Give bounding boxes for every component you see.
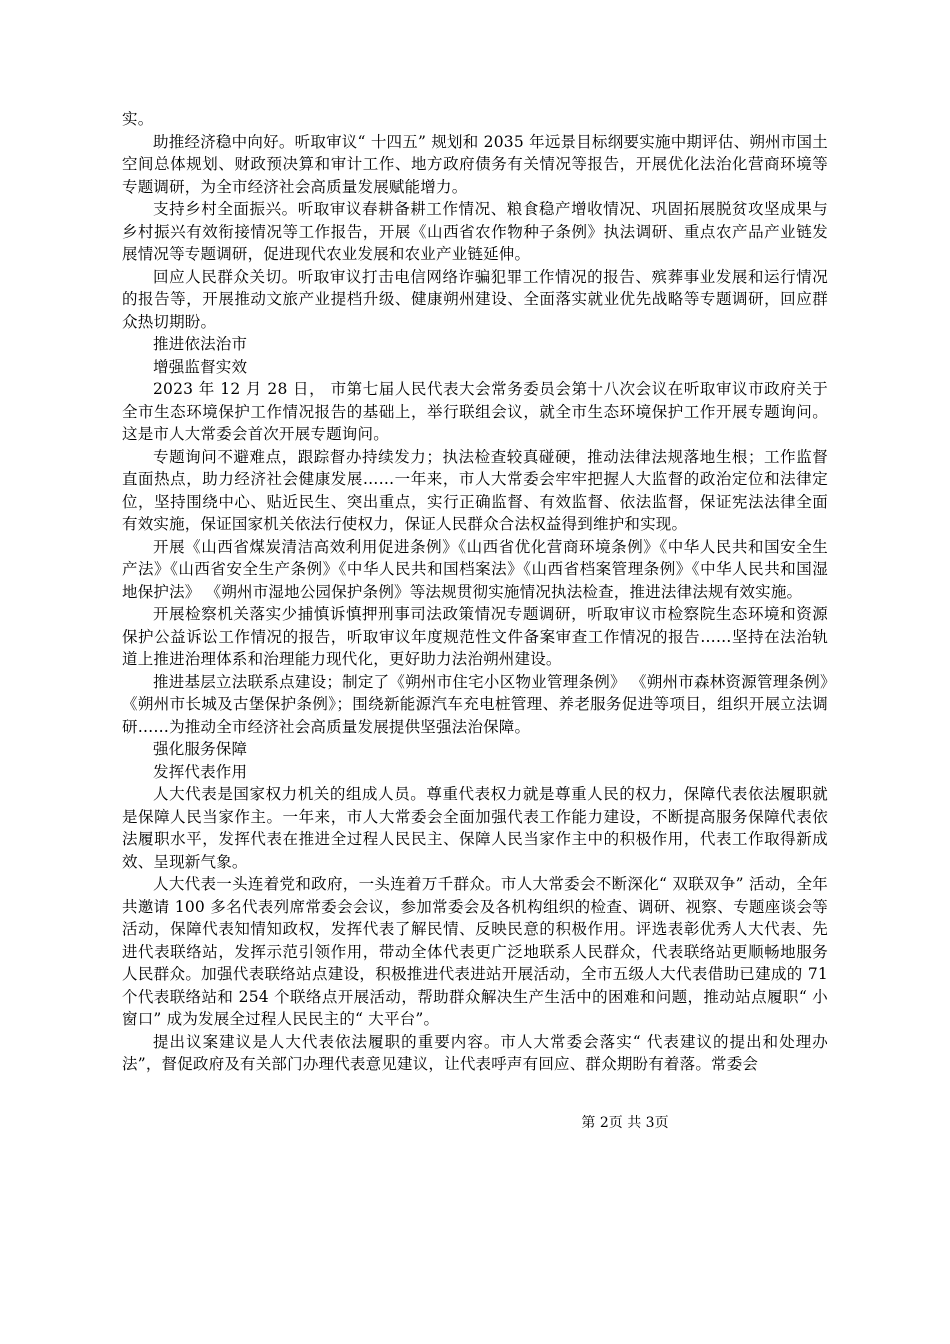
paragraph: 支持乡村全面振兴。听取审议春耕备耕工作情况、粮食稳产增收情况、巩固拓展脱贫攻坚成果与乡村振兴有效衔接情况等工作报告，开展《山西省农作物种子条例》执法调研、重点农产品产业链发展情况等专题调研，促进现代农业发展和农业产业链延伸。 [122, 200, 828, 263]
section-heading: 推进依法治市 [153, 335, 248, 353]
section-heading: 发挥代表作用 [153, 762, 248, 781]
section-heading: 强化服务保障 [153, 740, 248, 758]
page-number-footer: 第 2页 共 3页 [581, 1115, 669, 1131]
document-body [122, 108, 828, 1076]
section-heading: 增强监督实效 [153, 357, 248, 376]
paragraph: 人大代表一头连着党和政府，一头连着万千群众。市人大常委会不断深化“ 双联双争” 活动，全年共邀请 100 多名代表列席常委会会议，参加常委会及各机构组织的检查、调研、视察、专题座谈会等活动，保障代表知情知政权，发挥代表了解民情、反映民意的积极作用。评选表彰优秀人大代表、先进代表联络站，发挥示范引领作用，带动全体代表更广泛地联系人民群众，代表联络站更顺畅地服务人民群众。加强代表联络站点建设，积极推进代表进站开展活动，全市五级人大代表借助已建成的 71 个代表联络站和 254 个联络点开展活动，帮助群众解决生产生活中的困难和问题，推动站点履职“ 小窗口” 成为发展全过程人民民主的“ 大平台”。 [122, 875, 828, 1028]
paragraph: 开展检察机关落实少捕慎诉慎押刑事司法政策情况专题调研，听取审议市检察院生态环境和资源保护公益诉讼工作情况的报告，听取审议年度规范性文件备案审查工作情况的报告……坚持在法治轨道上推进治理体系和治理能力现代化，更好助力法治朔州建设。 [122, 605, 828, 668]
paragraph: 提出议案建议是人大代表依法履职的重要内容。市人大常委会落实“ 代表建议的提出和处理办法”，督促政府及有关部门办理代表意见建议，让代表呼声有回应、群众期盼有着落。常委会 [122, 1032, 828, 1073]
paragraph: 助推经济稳中向好。听取审议“ 十四五” 规划和 2035 年远景目标纲要实施中期评估、朔州市国土空间总体规划、财政预决算和审计工作、地方政府债务有关情况等报告，开展优化法治化营商环境等专题调研，为全市经济社会高质量发展赋能增力。 [122, 132, 828, 196]
paragraph: 实。 [122, 110, 154, 128]
paragraph: 回应人民群众关切。听取审议打击电信网络诈骗犯罪工作情况的报告、殡葬事业发展和运行情况的报告等，开展推动文旅产业提档升级、健康朔州建设、全面落实就业优先战略等专题调研，回应群众热切期盼。 [122, 267, 828, 331]
paragraph: 推进基层立法联系点建设；制定了《朔州市住宅小区物业管理条例》 《朔州市森林资源管理条例》《朔州市长城及古堡保护条例》；围绕新能源汽车充电桩管理、养老服务促进等项目，组织开展立法调研……为推动全市经济社会高质量发展提供坚强法治保障。 [122, 672, 828, 736]
paragraph: 开展《山西省煤炭清洁高效利用促进条例》《山西省优化营商环境条例》《中华人民共和国安全生产法》《山西省安全生产条例》《中华人民共和国档案法》《山西省档案管理条例》《中华人民共和国湿地保护法》 《朔州市湿地公园保护条例》等法规贯彻实施情况执法检查，推进法律法规有效实施。 [122, 537, 828, 601]
paragraph: 人大代表是国家权力机关的组成人员。尊重代表权力就是尊重人民的权力，保障代表依法履职就是保障人民当家作主。一年来，市人大常委会全面加强代表工作能力建设，不断提高服务保障代表依法履职水平，发挥代表在推进全过程人民民主、保障人民当家作主中的积极作用，代表工作取得新成效、呈现新气象。 [122, 785, 828, 871]
paragraph: 2023 年 12 月 28 日， 市第七届人民代表大会常务委员会第十八次会议在听取审议市政府关于全市生态环境保护工作情况报告的基础上，举行联组会议，就全市生态环境保护工作开展专题询问。这是市人大常委会首次开展专题询问。 [122, 380, 828, 443]
paragraph: 专题询问不避难点，跟踪督办持续发力；执法检查较真碰硬，推动法律法规落地生根；工作监督直面热点，助力经济社会健康发展……一年来，市人大常委会牢牢把握人大监督的政治定位和法律定位，坚持围绕中心、贴近民生、突出重点，实行正确监督、有效监督、依法监督，保证宪法法律全面有效实施，保证国家机关依法行使权力，保证人民群众合法权益得到维护和实现。 [122, 447, 828, 533]
